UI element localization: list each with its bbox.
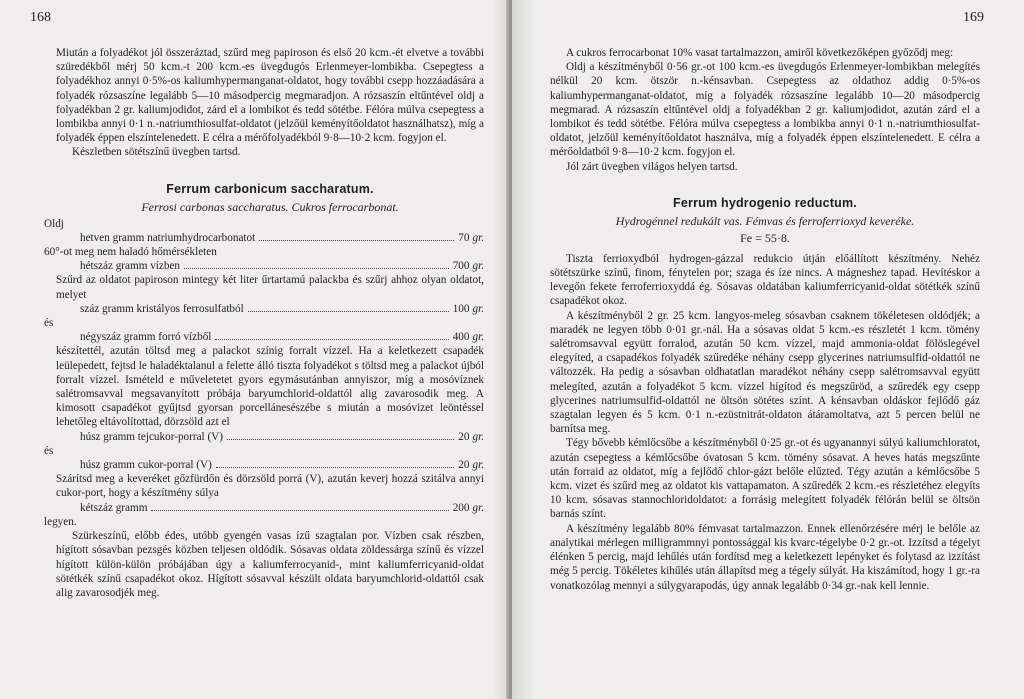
conjunction: és [44, 317, 54, 330]
ingredient-line: száz gramm kristályos ferrosulfatból 100 gr. [80, 302, 484, 315]
paragraph: Szürkeszínű, előbb édes, utóbb gyengén vasas ízű szagtalan por. Vízben csak részben, hígított sósavban pezsgés közben teljesen oldódik. Sósavas oldata zöldessárga színű és vízzel hígított külön-külön próbájában úgy a kaliumferrocyanid-, mint kaliumferricyanid-oldat sötétkék színű csapadékot okoz. Hígított sósavval készült oldata baryumchlorid-oldattól csak alig zavarosodjék meg. [56, 530, 484, 599]
ingredient-line: négyszáz gramm forró vízből 400 gr. [80, 331, 484, 344]
instruction-word: legyen. [44, 515, 77, 528]
ingredient-line: hétszáz gramm vízben 700 gr. [80, 260, 484, 273]
chemical-formula: Fe = 55·8. [740, 230, 790, 245]
right-page [512, 0, 1024, 699]
paragraph: készítettél, azután töltsd meg a palackot színig forralt vízzel. Ha a keletkezett csapadék leülepedett, fejtsd le haladéktalanul a felette álló tiszta folyadékot s töltsd meg a palackot újból forralt vízzel. Ismételd e műveletetet gyors egymásutánban annyiszor, míg a mosóvíznek salétromsavval megsavanyított próbája baryumchlorid-oldattól alig zavarosodik meg. A kimosott csapadékot gyűjtsd gyorsan porcellánesészébe s miután a mosóvizet leöntéssel lehetőleg eltávolítottad, dörzsöld azt el [56, 345, 484, 429]
paragraph: Készletben sötétszínű üvegben tartsd. [72, 146, 241, 159]
conjunction: és [44, 444, 54, 457]
ingredient-line: húsz gramm cukor-porral (V) 20 gr. [80, 459, 484, 472]
section-title: Ferrum hydrogenio reductum. [673, 195, 857, 210]
instruction-line: 60°-ot meg nem haladó hőmérsékleten [44, 246, 217, 259]
instruction-word: Oldj [44, 217, 64, 230]
ingredient-line: hetven gramm natriumhydrocarbonatot 70 gr. [80, 231, 484, 244]
paragraph: Oldj a készítményből 0·56 gr.-ot 100 kcm.-es üvegdugós Erlenmeyer-lombikban melegítés nélkül 20 kcm. ötször n.-kénsavban. Csepegtess az oldathoz addig 0·5%-os kaliumhypermanganat-oldatot, míg a folyadék rózsaszíne legalább 10—20 másodpercig megmarad. A rózsaszín eltűntével oldj a folyadékban 2 gr. kaliumjodidot, azután zárd el a lombikot és tedd sötétbe. Félóra múlva csepegtess a lombikba annyi 0·1 n.-natriumthiosulfat-oldatot, jelzőül keményítőoldatot használva, míg a folyadék éppen elszíntelenedett. E célra a mérőoldatból 9·8—10·2 kcm. fogyjon el. [550, 61, 980, 159]
left-page [0, 0, 510, 699]
section-subtitle: Hydrogénnel redukált vas. Fémvas és ferroferrioxyd keveréke. [615, 213, 915, 228]
paragraph: A készítményből 2 gr. 25 kcm. langyos-meleg sósavban csaknem tökéletesen oldódjék; a maradék ne legyen több 0·01 gr.-nál. Ha a sósavas oldat 5 kcm.-es részletét 1 kcm. tömény salétromsavval együtt forralod, azután 50 kcm. vízzel, majd ammonia-oldat fölöslegével elegyíted, a csapadékos folyadék szűredéke néhány csepp glycerines natriumsulfid-oldattól ne változzék. Ha pedig a sósavban oldhatatlan maradékot néhány csepp salétromsavval együtt melegíted, azután a folyadékot 5 kcm. vízzel hígítod és megszűröd, a szűredék egy csepp glycerines natriumsulfid-oldattól ne öltsön sötétes színt. A kénsavban oldáskor fejlődő gáz szagtalan legyen és 5 kcm. 0·1 n.-ezüstnitrát-oldaton átáramoltatva, azt 5 percen belül ne barnítsa meg. [550, 309, 980, 436]
ingredient-line: húsz gramm tejcukor-porral (V) 20 gr. [80, 430, 484, 443]
section-subtitle: Ferrosi carbonas saccharatus. Cukros ferrocarbonat. [141, 199, 399, 214]
paragraph: Szárítsd meg a keveréket gőzfürdőn és dörzsöld porrá (V), azután keverj hozzá szitálva annyi cukor-port, hogy a készítmény súlya [56, 473, 484, 500]
paragraph: Szűrd az oldatot papiroson mintegy két liter űrtartamú palackba és szűrj ahhoz olyan oldatot, melyet [56, 274, 484, 301]
paragraph: A cukros ferrocarbonat 10% vasat tartalmazzon, amiről következőképen győződj meg: [566, 47, 954, 59]
paragraph: Jól zárt üvegben világos helyen tartsd. [566, 160, 738, 173]
paragraph: Tégy bővebb kémlőcsőbe a készítményből 0·25 gr.-ot és ugyanannyi súlyú kaliumchloratot, azután csepegtess a kémlőcsőbe óvatosan 5 kcm. tömény sósavat. A heves hatás megszűnte után forraid az oldatot, míg a fejlődő chlor-gázt belőle elűzted. Tégy azután a kémlőcsőbe 5 kcm. vizet és szűrd meg az oldatot kis vattapamaton. A szűredék 2 kcm.-es részletéhez elegyíts 10 kcm. sósavas stannochloridoldatot: a forrásig melegített folyadék félórán belül se öltsön barnás színt. [550, 437, 980, 521]
paragraph: Tiszta ferrioxydból hydrogen-gázzal redukcio útján előállított készítmény. Nehéz sötétszürke színű, finom, fénytelen por; szaga és íze nincs. A mágneshez tapad. Hevítéskor a levegőn fekete ferroferrioxyddá ég. Sósavas oldatában kaliumferricyanid-oldat sötétkék színű csapadékot okoz. [550, 252, 980, 308]
page-number: 168 [30, 10, 51, 25]
page-number: 169 [963, 10, 984, 25]
paragraph: Miután a folyadékot jól összeráztad, szűrd meg papiroson és első 20 kcm.-ét elvetve a további szüredékből mérj 50 kcm.-t 200 kcm.-es üvegdugós Erlenmeyer-lombikba. Csepegtess a folyadékhoz annyi 0·5%-os kaliumhypermanganat-oldatot, hogy további csepp hozzáadására a folyadék rózsaszíne legalább 5—10 másodpercig megmaradjon. A rózsaszín eltűntével oldj a folyadékban 2 gr. kaliumjodidot, zárd el a lombikot és tedd sötétbe. Félóra múlva csepegtess a lombikba annyi 0·1 n.-natriumthiosulfat-oldatot (jelzőül keményítőoldatot használhatsz), míg a folyadék éppen elszíntelenedett. E célra a mérőfolyadékból 9·8—10·2 kcm. fogyjon el. [56, 47, 484, 145]
section-title: Ferrum carbonicum saccharatum. [166, 181, 374, 196]
paragraph: A készítmény legalább 80% fémvasat tartalmazzon. Ennek ellenőrzésére mérj le belőle az analytikai mérlegen milligrammnyi pontossággal kis kvarc-tégelybe 0·2 gr.-ot. Izzítsd a tégelyt élénken 5 percig, majd lehűlés után fordítsd meg a keletkezett lepényket és folytasd az izzítást még 5 percig. Tökéletes kihűlés után állapítsd meg a tégely súlyát. Ha kiszámítod, hogy 1 gr.-ra vonatkozólag mennyi a súlygyarapodás, úgy annak legalább 0·34 gr.-nak kell lennie. [550, 522, 980, 592]
ingredient-line: kétszáz gramm 200 gr. [80, 501, 484, 514]
